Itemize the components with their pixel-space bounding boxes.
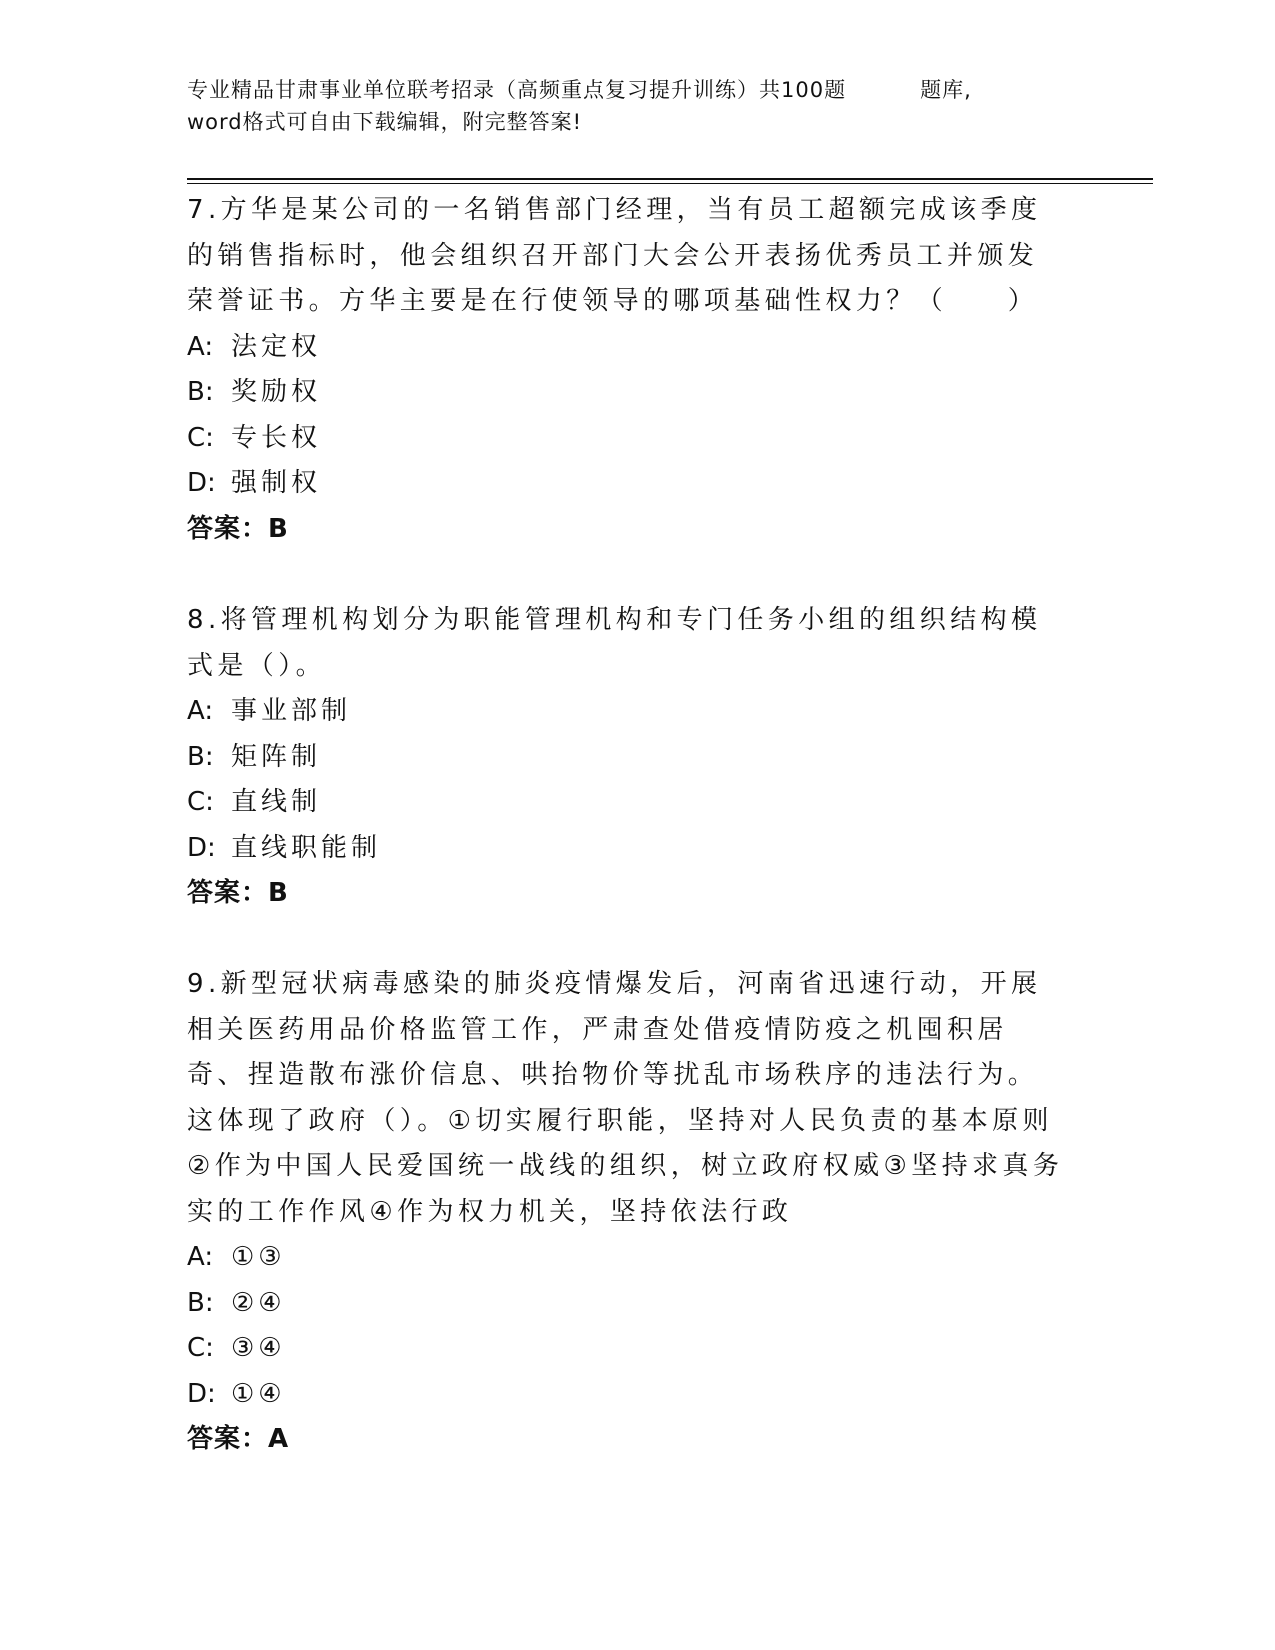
question-7 (187, 188, 1067, 552)
option-letter: D: (187, 468, 216, 498)
header-divider-thick (187, 178, 1153, 180)
option-c (187, 1326, 1067, 1372)
header-line-1 (187, 74, 1087, 106)
answer-line: 答案：B (187, 513, 289, 544)
option-letter: A: (187, 331, 214, 362)
option-letter: A: (187, 1242, 214, 1272)
answer-line: 答案：B (187, 878, 289, 908)
option-a (187, 325, 1067, 371)
question-text: 8.将管理机构划分为职能管理机构和专门任务小组的组织结构模式是（）。 (187, 605, 1042, 681)
option-d (187, 1372, 1067, 1418)
option-text: 强制权 (231, 468, 322, 498)
option-d (187, 826, 1067, 872)
option-b (187, 735, 1067, 781)
option-text: ①④ (231, 1378, 286, 1409)
option-text: ②④ (231, 1287, 286, 1318)
option-text: 直线制 (231, 787, 322, 817)
option-text: 专长权 (231, 422, 322, 453)
answer-line: 答案：A (187, 1424, 290, 1454)
option-letter: A: (187, 696, 214, 726)
option-letter: C: (187, 1333, 214, 1363)
option-text: 奖励权 (231, 377, 322, 407)
document-header (187, 74, 1087, 138)
question-9 (187, 962, 1067, 1463)
question-text: 9.新型冠状病毒感染的肺炎疫情爆发后，河南省迅速行动，开展相关医药用品价格监管工作，严肃查处借疫情防疫之机囤积居奇、捏造散布涨价信息、哄抬物价等扰乱市场秩序的违法行为。这体现了政府（）。①切实履行职能，坚持对人民负责的基本原则②作为中国人民爱国统一战线的组织，树立政府权威③坚持求真务实的工作作风④作为权力机关，坚持依法行政 (187, 969, 1064, 1227)
option-letter: D: (187, 1378, 216, 1409)
option-text: 法定权 (231, 331, 322, 362)
option-c (187, 780, 1067, 826)
header-title-tail: 题库, (920, 78, 972, 102)
option-letter: B: (187, 1287, 214, 1318)
option-letter: D: (187, 832, 216, 863)
option-letter: B: (187, 741, 214, 772)
option-b (187, 1281, 1067, 1327)
option-text: 直线职能制 (231, 832, 382, 863)
option-d (187, 461, 1067, 507)
question-8 (187, 598, 1067, 917)
option-letter: B: (187, 377, 214, 407)
header-title: 专业精品甘肃事业单位联考招录（高频重点复习提升训练）共100题 (187, 78, 847, 102)
option-text: ①③ (231, 1242, 286, 1272)
option-text: 事业部制 (231, 696, 352, 726)
header-divider-thin (187, 183, 1153, 184)
header-subtitle: word格式可自由下载编辑，附完整答案! (187, 110, 583, 134)
question-text: 7.方华是某公司的一名销售部门经理，当有员工超额完成该季度的销售指标时，他会组织召开部门大会公开表扬优秀员工并颁发荣誉证书。方华主要是在行使领导的哪项基础性权力？（ ） (187, 195, 1042, 316)
option-c (187, 416, 1067, 462)
option-text: ③④ (231, 1333, 286, 1363)
option-a (187, 689, 1067, 735)
option-letter: C: (187, 787, 214, 817)
option-a (187, 1235, 1067, 1281)
option-letter: C: (187, 422, 214, 453)
header-line-2 (187, 106, 1087, 138)
option-text: 矩阵制 (231, 741, 322, 772)
option-b (187, 370, 1067, 416)
